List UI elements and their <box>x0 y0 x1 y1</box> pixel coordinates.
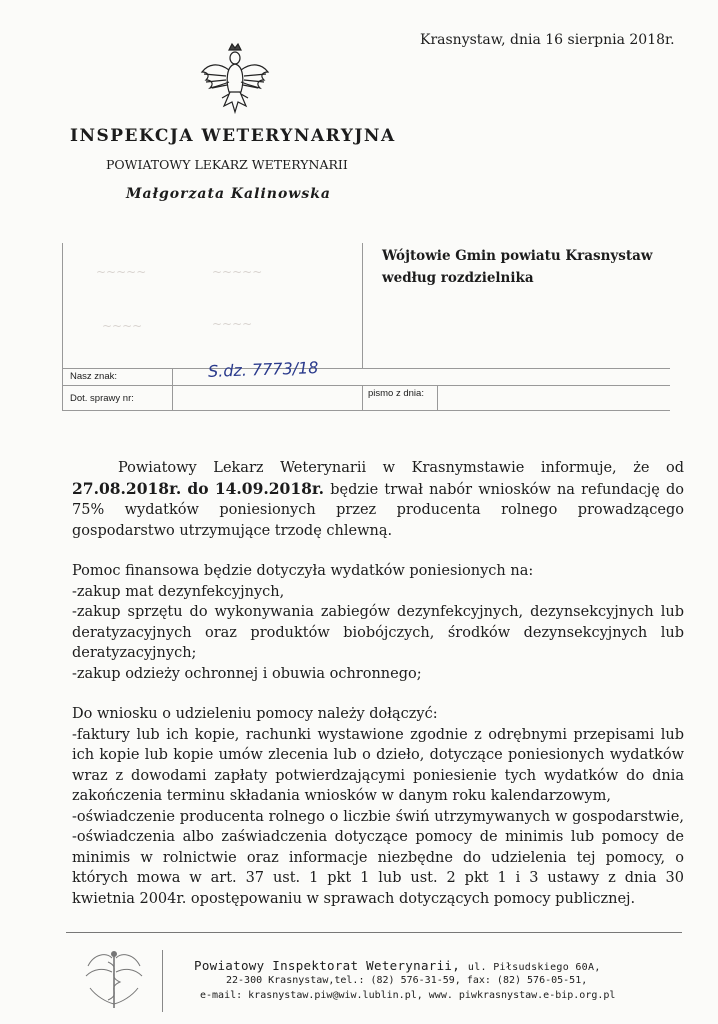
body-line-rest: będzie trwał nabór wniosków na refundację do <box>330 481 685 498</box>
body-line: minimis w rolnictwie oraz informacje niezbędne do udzielenia tej pomocy, o <box>72 849 684 866</box>
caduceus-emblem-icon <box>78 946 150 1012</box>
recipient-line-2: według rozdzielnika <box>382 270 534 286</box>
organization-title: INSPEKCJA WETERYNARYJNA <box>70 126 396 146</box>
organization-subtitle: POWIATOWY LEKARZ WETERYNARII <box>106 157 348 172</box>
footer-vertical-divider <box>162 950 163 1012</box>
body-line: ich kopie lub kopie umów zlecenia lub o dzieło, dotyczące poniesionych wydatków <box>72 747 684 763</box>
footer-email-web-line: e-mail: krasnystaw.piw@wiw.lublin.pl, www. piwkrasnystaw.e-bip.org.pl <box>200 990 616 1001</box>
polish-eagle-emblem-icon <box>196 42 274 116</box>
body-line: -zakup odzieży ochronnej i obuwia ochronnego; <box>72 665 422 682</box>
date-from: 27.08.2018r. <box>72 478 182 498</box>
body-line: wraz z dowodami zapłaty potwierdzającymi poniesienie tych wydatków do dnia <box>72 767 684 784</box>
body-line: których mowa w art. 37 ust. 1 pkt 1 lub ust. 2 pkt 1 i 3 ustawy z dnia 30 <box>72 870 684 886</box>
footer-contact-line: 22-300 Krasnystaw,tel.: (82) 576-31-59, fax: (82) 576-05-51, <box>226 975 588 986</box>
body-line: 75% wydatków poniesionych przez producenta rolnego prowadzącego <box>72 502 684 518</box>
body-line: Powiatowy Lekarz Weterynarii w Krasnymstawie informuje, że od <box>118 460 684 476</box>
date-do: do <box>187 478 209 498</box>
letter-date: Krasnystaw, dnia 16 sierpnia 2018r. <box>420 32 675 48</box>
body-line: -faktury lub ich kopie, rachunki wystawione zgodnie z odrębnymi przepisami lub <box>72 726 684 743</box>
body-line: -oświadczenie producenta rolnego o liczbie świń utrzymywanych w gospodarstwie, <box>72 808 684 825</box>
body-line: Do wniosku o udzieleniu pomocy należy dołączyć: <box>72 706 438 722</box>
handwritten-reference-number: S.dz. 7773/18 <box>207 358 319 381</box>
body-line: -oświadczenia albo zaświadczenia dotyczące pomocy de minimis lub pomocy de <box>72 829 684 845</box>
body-line: Pomoc finansowa będzie dotyczyła wydatków poniesionych na: <box>72 563 534 579</box>
address-reference-box <box>62 243 670 411</box>
label-dot-sprawy: Dot. sprawy nr: <box>70 393 134 404</box>
label-nasz-znak: Nasz znak: <box>70 371 117 382</box>
label-pismo-z-dnia: pismo z dnia: <box>368 388 424 399</box>
footer-divider <box>66 932 682 933</box>
body-line: gospodarstwo utrzymujące trzodę chlewną. <box>72 522 393 539</box>
recipient-line-1: Wójtowie Gmin powiatu Krasnystaw <box>382 248 653 264</box>
footer-org-line <box>194 958 601 973</box>
body-line: deratyzacyjnych; <box>72 645 197 661</box>
faded-stamp-mark: ~~~~ <box>102 319 143 333</box>
body-line: deratyzacyjnych oraz produktów biobójczych, środków dezynsekcyjnych lub <box>72 624 684 641</box>
body-line: -zakup mat dezynfekcyjnych, <box>72 583 285 600</box>
body-line: kwietnia 2004r. opostępowaniu w sprawach dotyczących pomocy publicznej. <box>72 890 636 907</box>
faded-stamp-mark: ~~~~~ <box>212 265 263 279</box>
footer-street: ul. Piłsudskiego 60A, <box>467 962 601 973</box>
faded-stamp-mark: ~~~~~ <box>96 265 147 279</box>
letter-body <box>72 458 684 909</box>
faded-stamp-mark: ~~~~ <box>212 317 253 331</box>
body-line: zakończenia terminu składania wniosków w danym roku kalendarzowym, <box>72 788 611 804</box>
footer-org: Powiatowy Inspektorat Weterynarii, <box>194 958 461 973</box>
body-line: -zakup sprzętu do wykonywania zabiegów dezynfekcyjnych, dezynsekcyjnych lub <box>72 604 684 620</box>
body-line <box>72 479 684 501</box>
official-name: Małgorzata Kalinowska <box>126 186 331 202</box>
date-to: 14.09.2018r. <box>214 478 325 498</box>
